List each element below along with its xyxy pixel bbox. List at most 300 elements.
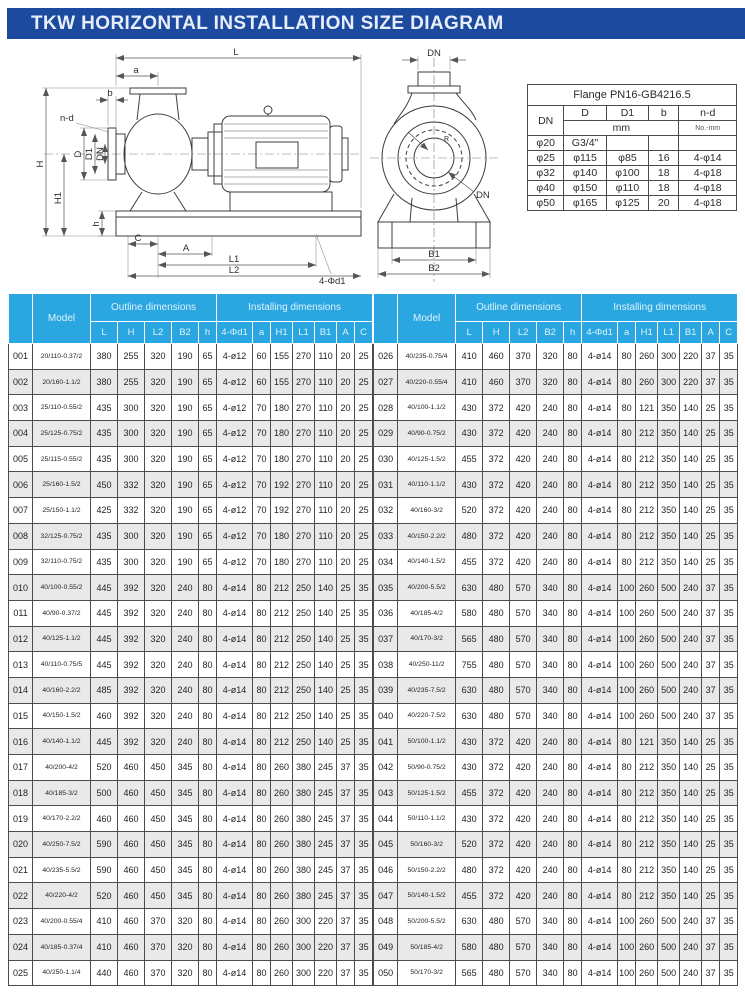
table-cell: 250 [293, 703, 315, 729]
table-cell: 212 [271, 626, 293, 652]
table-cell: 4-ø14 [217, 755, 253, 781]
col-h: h [564, 322, 582, 344]
table-cell: 042 [374, 755, 398, 781]
table-cell: 380 [293, 806, 315, 832]
table-cell: 212 [636, 832, 658, 858]
table-cell: 35 [720, 909, 738, 935]
table-cell: 4-ø14 [582, 857, 618, 883]
col-H: H [483, 322, 510, 344]
table-cell: 140 [680, 472, 702, 498]
table-cell: 050 [374, 960, 398, 986]
table-cell: 212 [636, 549, 658, 575]
table-row [374, 626, 738, 652]
table-cell: 260 [636, 600, 658, 626]
table-cell: 155 [271, 344, 293, 370]
table-cell: 320 [145, 369, 172, 395]
table-cell: 345 [172, 883, 199, 909]
table-cell: 190 [172, 344, 199, 370]
table-cell: 240 [680, 652, 702, 678]
table-cell: 80 [618, 523, 636, 549]
table-cell: 270 [293, 344, 315, 370]
table-cell: 320 [172, 934, 199, 960]
table-cell: 016 [9, 729, 33, 755]
table-cell: 50/90-0.75/2 [398, 755, 456, 781]
table-cell: 570 [510, 909, 537, 935]
table-cell: 033 [374, 523, 398, 549]
table-cell: 80 [618, 421, 636, 447]
table-cell: 320 [145, 344, 172, 370]
row-number-column-header [374, 294, 398, 344]
table-cell: 25/110-0.55/2 [33, 395, 91, 421]
table-cell: 40/250-1.1/4 [33, 960, 91, 986]
table-cell: 80 [199, 652, 217, 678]
table-row [9, 729, 373, 755]
table-cell: 260 [636, 652, 658, 678]
table-cell: 570 [510, 652, 537, 678]
table-cell: 480 [483, 703, 510, 729]
table-cell: 4-φ14 [679, 151, 737, 166]
table-row [528, 166, 737, 181]
table-cell: 410 [91, 934, 118, 960]
table-cell: 25/150-1.1/2 [33, 498, 91, 524]
table-cell: 250 [293, 677, 315, 703]
table-cell: 100 [618, 626, 636, 652]
table-cell: 420 [510, 780, 537, 806]
table-cell: 35 [355, 832, 373, 858]
table-cell: 240 [172, 703, 199, 729]
table-cell: 212 [636, 472, 658, 498]
table-cell: 4-ø14 [582, 395, 618, 421]
table-cell: 220 [315, 934, 337, 960]
table-cell: 003 [9, 395, 33, 421]
table-cell: 80 [564, 549, 582, 575]
table-cell: 372 [483, 755, 510, 781]
table-cell: 40/200-4/2 [33, 755, 91, 781]
table-cell: 65 [199, 472, 217, 498]
table-cell: 4-ø14 [217, 909, 253, 935]
table-row [374, 472, 738, 498]
table-cell: 345 [172, 806, 199, 832]
table-cell: 410 [456, 369, 483, 395]
table-cell: 460 [118, 883, 145, 909]
table-cell: 35 [720, 677, 738, 703]
table-cell: 005 [9, 446, 33, 472]
table-cell: 320 [145, 575, 172, 601]
table-cell: 140 [680, 549, 702, 575]
dim-label-DN-top: DN [427, 48, 441, 59]
table-cell: 350 [658, 498, 680, 524]
table-cell: 032 [374, 498, 398, 524]
table-row [374, 832, 738, 858]
table-cell: 140 [315, 729, 337, 755]
flange-table-container [527, 84, 737, 211]
table-cell: 240 [537, 523, 564, 549]
dim-label-H: H [35, 160, 46, 168]
col-C: C [720, 322, 738, 344]
table-cell: 212 [636, 755, 658, 781]
table-cell: 32/110-0.75/2 [33, 549, 91, 575]
col-B1: B1 [680, 322, 702, 344]
table-cell: 045 [374, 832, 398, 858]
table-row [374, 395, 738, 421]
table-cell: 4-ø12 [217, 472, 253, 498]
table-cell: 37 [337, 909, 355, 935]
table-cell: 80 [618, 883, 636, 909]
table-cell: φ25 [528, 151, 564, 166]
table-cell: 020 [9, 832, 33, 858]
table-cell: 25 [702, 755, 720, 781]
table-cell: 017 [9, 755, 33, 781]
table-cell: 25 [355, 344, 373, 370]
table-cell: 372 [483, 729, 510, 755]
table-cell: 320 [537, 369, 564, 395]
table-cell: 340 [537, 677, 564, 703]
table-cell: 80 [199, 857, 217, 883]
table-cell: 25 [337, 729, 355, 755]
table-cell: 570 [510, 575, 537, 601]
table-row [374, 421, 738, 447]
table-row [374, 755, 738, 781]
table-cell: 460 [118, 909, 145, 935]
table-cell: 480 [483, 652, 510, 678]
table-cell: 372 [483, 780, 510, 806]
table-cell: 180 [271, 446, 293, 472]
table-cell: 240 [537, 729, 564, 755]
table-cell: 048 [374, 909, 398, 935]
table-cell: 420 [510, 446, 537, 472]
table-cell: 35 [720, 652, 738, 678]
table-cell: 350 [658, 806, 680, 832]
col-L1: L1 [658, 322, 680, 344]
table-cell: 110 [315, 344, 337, 370]
pump-side-view-drawing [16, 46, 366, 286]
table-cell: 80 [199, 755, 217, 781]
col-H: H [118, 322, 145, 344]
table-cell: 220 [315, 960, 337, 986]
col-L2: L2 [510, 322, 537, 344]
table-cell: 37 [702, 652, 720, 678]
table-cell: 450 [145, 857, 172, 883]
table-cell: 100 [618, 652, 636, 678]
table-cell: 80 [564, 344, 582, 370]
table-cell: 240 [680, 600, 702, 626]
table-cell: 320 [145, 677, 172, 703]
table-cell: 455 [456, 883, 483, 909]
table-cell: 010 [9, 575, 33, 601]
table-cell: 245 [315, 806, 337, 832]
outline-dimensions-header: Outline dimensions [91, 294, 217, 322]
table-cell: 019 [9, 806, 33, 832]
table-cell: 65 [199, 369, 217, 395]
col-h: h [199, 322, 217, 344]
table-cell: 435 [91, 421, 118, 447]
table-cell: 430 [456, 421, 483, 447]
table-cell: 190 [172, 472, 199, 498]
table-cell: 140 [680, 755, 702, 781]
table-cell: 65 [199, 421, 217, 447]
table-row [528, 151, 737, 166]
table-cell: 35 [720, 446, 738, 472]
table-cell: 140 [315, 626, 337, 652]
table-cell: 027 [374, 369, 398, 395]
table-cell: 460 [118, 832, 145, 858]
col-4-d1: 4-Φd1 [582, 322, 618, 344]
table-cell: φ115 [564, 151, 606, 166]
table-cell: 038 [374, 652, 398, 678]
table-cell: 140 [680, 806, 702, 832]
table-cell: 20 [337, 421, 355, 447]
table-cell: 40/125-1.1/2 [33, 626, 91, 652]
table-cell: 100 [618, 600, 636, 626]
table-cell: 4-ø14 [582, 600, 618, 626]
dim-label-D1: D1 [84, 147, 95, 161]
table-cell: 50/170-3/2 [398, 960, 456, 986]
table-cell: 420 [510, 857, 537, 883]
table-cell: 270 [293, 421, 315, 447]
model-column-header: Model [33, 294, 91, 344]
table-cell: 37 [337, 755, 355, 781]
table-cell: 140 [680, 857, 702, 883]
table-row [9, 960, 373, 986]
table-cell: 35 [720, 549, 738, 575]
table-cell: 565 [456, 960, 483, 986]
table-cell: 35 [355, 883, 373, 909]
table-row [9, 909, 373, 935]
table-cell: 37 [702, 344, 720, 370]
table-cell: 4-ø14 [217, 677, 253, 703]
table-cell: 80 [564, 883, 582, 909]
table-cell: 570 [510, 600, 537, 626]
flange-unit-no-mm: No.-mm [679, 121, 737, 136]
table-cell: 245 [315, 832, 337, 858]
table-cell: 25 [702, 472, 720, 498]
table-cell: 140 [315, 575, 337, 601]
table-cell: 420 [510, 421, 537, 447]
table-cell: 40/125-1.5/2 [398, 446, 456, 472]
table-cell: 420 [510, 806, 537, 832]
table-cell: 485 [91, 677, 118, 703]
table-cell: 240 [680, 575, 702, 601]
table-cell: 35 [720, 626, 738, 652]
table-cell: 37 [337, 806, 355, 832]
table-cell: 580 [456, 600, 483, 626]
table-cell: 320 [145, 626, 172, 652]
table-cell: 320 [145, 498, 172, 524]
table-cell: φ100 [606, 166, 648, 181]
table-cell: 410 [91, 909, 118, 935]
table-cell: 35 [720, 729, 738, 755]
table-cell: 240 [680, 626, 702, 652]
table-cell: 380 [91, 344, 118, 370]
table-cell: 011 [9, 600, 33, 626]
table-cell: 110 [315, 472, 337, 498]
table-cell: 4-ø14 [217, 857, 253, 883]
table-cell: 240 [172, 677, 199, 703]
table-cell: 370 [145, 934, 172, 960]
table-cell: 024 [9, 934, 33, 960]
table-cell: 350 [658, 832, 680, 858]
table-cell: 40/160-3/2 [398, 498, 456, 524]
table-cell: φ40 [528, 181, 564, 196]
table-cell: 65 [199, 523, 217, 549]
table-cell: 044 [374, 806, 398, 832]
dim-label-4-d1: 4-Φd1 [319, 276, 346, 286]
table-cell: 500 [658, 677, 680, 703]
table-cell: 455 [456, 780, 483, 806]
dimension-table-left-body [9, 344, 373, 986]
table-cell: 121 [636, 395, 658, 421]
col-a: a [253, 322, 271, 344]
table-row [374, 934, 738, 960]
table-cell: 40/90-0.37/2 [33, 600, 91, 626]
table-cell: 372 [483, 498, 510, 524]
table-cell: 4-ø14 [217, 703, 253, 729]
table-cell: 35 [720, 575, 738, 601]
table-cell: 37 [702, 703, 720, 729]
table-cell: 420 [510, 498, 537, 524]
flange-col-b: b [649, 106, 679, 121]
table-cell: 001 [9, 344, 33, 370]
table-cell: 300 [118, 446, 145, 472]
table-cell: 4-ø14 [582, 909, 618, 935]
table-cell: 35 [355, 960, 373, 986]
motor-riser [230, 192, 332, 211]
table-cell: 40/150-1.5/2 [33, 703, 91, 729]
table-row [374, 729, 738, 755]
table-cell: 4-ø12 [217, 523, 253, 549]
installing-dimensions-header: Installing dimensions [582, 294, 738, 322]
table-cell: 212 [271, 703, 293, 729]
table-row [528, 136, 737, 151]
table-cell: 445 [91, 600, 118, 626]
table-cell: 450 [145, 883, 172, 909]
table-cell: 500 [658, 909, 680, 935]
page-title: TKW HORIZONTAL INSTALLATION SIZE DIAGRAM [31, 12, 504, 34]
col-B2: B2 [172, 322, 199, 344]
table-row [9, 883, 373, 909]
col-4-d1: 4-Φd1 [217, 322, 253, 344]
table-cell: 240 [537, 472, 564, 498]
table-cell: 372 [483, 806, 510, 832]
table-cell: 340 [537, 960, 564, 986]
table-cell: 240 [172, 652, 199, 678]
table-cell: 140 [680, 832, 702, 858]
table-cell: 4-ø14 [582, 755, 618, 781]
table-cell: 440 [91, 960, 118, 986]
base-plate [116, 211, 361, 236]
table-cell: 4-ø14 [582, 446, 618, 472]
table-cell: 320 [145, 652, 172, 678]
table-cell: 212 [636, 523, 658, 549]
table-cell: 300 [293, 960, 315, 986]
table-cell: 20 [337, 549, 355, 575]
table-cell: 35 [355, 806, 373, 832]
table-cell: 40/235-5.5/2 [33, 857, 91, 883]
table-cell: 37 [337, 780, 355, 806]
dim-label-D: D [73, 150, 84, 158]
table-cell: 450 [91, 472, 118, 498]
table-cell: 35 [720, 421, 738, 447]
table-cell: 80 [618, 446, 636, 472]
table-cell: 480 [456, 523, 483, 549]
table-cell: 20 [337, 523, 355, 549]
table-cell: 350 [658, 421, 680, 447]
table-cell: 250 [293, 626, 315, 652]
table-cell: 20 [337, 369, 355, 395]
table-cell: 500 [658, 575, 680, 601]
table-cell: 435 [91, 549, 118, 575]
table-cell: 4-ø14 [582, 523, 618, 549]
table-cell: 80 [564, 395, 582, 421]
table-cell: 80 [253, 960, 271, 986]
table-cell: 460 [118, 934, 145, 960]
table-cell: 350 [658, 857, 680, 883]
table-row [9, 446, 373, 472]
table-cell: 240 [172, 729, 199, 755]
table-cell: 255 [118, 344, 145, 370]
table-cell: 4-ø14 [582, 421, 618, 447]
table-cell: 4-ø12 [217, 421, 253, 447]
table-cell: 80 [564, 421, 582, 447]
table-cell: 372 [483, 549, 510, 575]
table-cell: 37 [337, 934, 355, 960]
table-cell: 65 [199, 446, 217, 472]
table-cell: 80 [564, 806, 582, 832]
table-cell: 380 [293, 857, 315, 883]
table-cell: 260 [271, 755, 293, 781]
table-cell: 35 [720, 600, 738, 626]
table-cell: 180 [271, 549, 293, 575]
flange-table-title: Flange PN16-GB4216.5 [528, 85, 737, 106]
dimension-table-right [373, 293, 738, 986]
table-cell: 340 [537, 909, 564, 935]
table-cell: 110 [315, 395, 337, 421]
table-cell: 50/200-5.5/2 [398, 909, 456, 935]
table-cell: 4-ø14 [217, 729, 253, 755]
table-cell: 80 [564, 652, 582, 678]
table-cell: 240 [172, 626, 199, 652]
table-row [9, 549, 373, 575]
table-cell: 345 [172, 755, 199, 781]
lifting-eye [264, 106, 272, 114]
table-cell: 4-φ18 [679, 196, 737, 211]
table-cell: 80 [564, 498, 582, 524]
table-cell: 260 [636, 344, 658, 370]
table-cell: 80 [253, 832, 271, 858]
outline-dimensions-header: Outline dimensions [456, 294, 582, 322]
table-row [374, 652, 738, 678]
table-cell: φ20 [528, 136, 564, 151]
table-cell: 460 [91, 703, 118, 729]
table-cell: 80 [618, 806, 636, 832]
table-cell: 4-ø14 [582, 832, 618, 858]
table-cell: 80 [564, 600, 582, 626]
col-A: A [337, 322, 355, 344]
table-cell: 320 [172, 909, 199, 935]
flange-table-body [528, 136, 737, 211]
table-cell: 008 [9, 523, 33, 549]
table-cell: 420 [510, 395, 537, 421]
table-cell: 245 [315, 857, 337, 883]
table-cell: 007 [9, 498, 33, 524]
table-cell: 40/110-1.1/2 [398, 472, 456, 498]
table-cell: 4-ø14 [217, 832, 253, 858]
table-cell: 320 [145, 523, 172, 549]
table-cell: 320 [145, 549, 172, 575]
table-cell: 25 [337, 575, 355, 601]
table-cell: 20 [337, 395, 355, 421]
table-cell: 240 [537, 395, 564, 421]
